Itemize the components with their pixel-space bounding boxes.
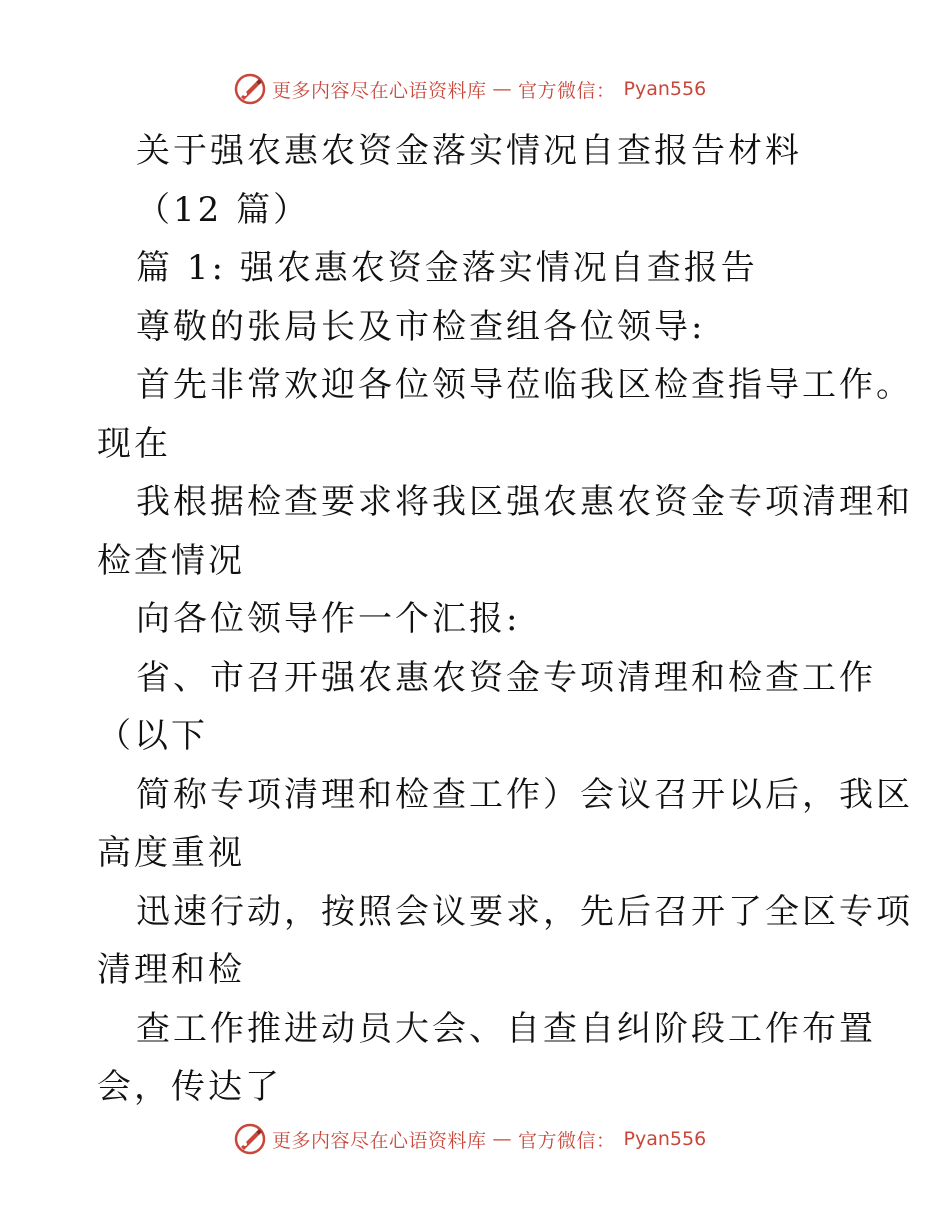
body-line: 高度重视 bbox=[97, 833, 245, 873]
pen-logo-icon bbox=[234, 1123, 266, 1155]
body-line: 检查情况 bbox=[97, 540, 245, 581]
section-heading: 篇 1: 强农惠农资金落实情况自查报告 bbox=[136, 248, 758, 288]
watermark-wechat-id: Pyan556 bbox=[623, 78, 707, 100]
watermark-wechat-label: 官方微信： bbox=[518, 79, 616, 102]
body-line: 清理和检 bbox=[97, 950, 245, 990]
watermark-wechat-label: 官方微信： bbox=[518, 1129, 616, 1152]
document-subtitle: （12 篇） bbox=[136, 189, 311, 230]
body-line: 我根据检查要求将我区强农惠农资金专项清理和 bbox=[136, 482, 913, 522]
footer-watermark bbox=[234, 1122, 706, 1156]
body-line: 简称专项清理和检查工作）会议召开以后，我区 bbox=[136, 774, 913, 815]
watermark-site-text: 更多内容尽在心语资料库 bbox=[272, 1129, 487, 1152]
salutation: 尊敬的张局长及市检查组各位领导: bbox=[136, 306, 706, 347]
header-watermark bbox=[234, 72, 706, 106]
watermark-site-text: 更多内容尽在心语资料库 bbox=[272, 79, 487, 102]
document-body bbox=[97, 122, 917, 1117]
watermark-separator: — bbox=[492, 1128, 513, 1150]
body-line: 现在 bbox=[97, 423, 171, 464]
body-line: 省、市召开强农惠农资金专项清理和检查工作 bbox=[136, 657, 876, 698]
body-line: 首先非常欢迎各位领导莅临我区检查指导工作。 bbox=[136, 365, 913, 405]
body-line: 查工作推进动员大会、自查自纠阶段工作布置 bbox=[136, 1008, 876, 1049]
document-title: 关于强农惠农资金落实情况自查报告材料 bbox=[136, 131, 802, 171]
body-line: 会，传达了 bbox=[97, 1067, 282, 1107]
body-line: 迅速行动，按照会议要求，先后召开了全区专项 bbox=[136, 891, 913, 932]
watermark-wechat-id: Pyan556 bbox=[623, 1128, 707, 1150]
body-line: （以下 bbox=[97, 716, 208, 756]
watermark-separator: — bbox=[492, 78, 513, 100]
body-line: 向各位领导作一个汇报: bbox=[136, 599, 521, 639]
pen-logo-icon bbox=[234, 73, 266, 105]
